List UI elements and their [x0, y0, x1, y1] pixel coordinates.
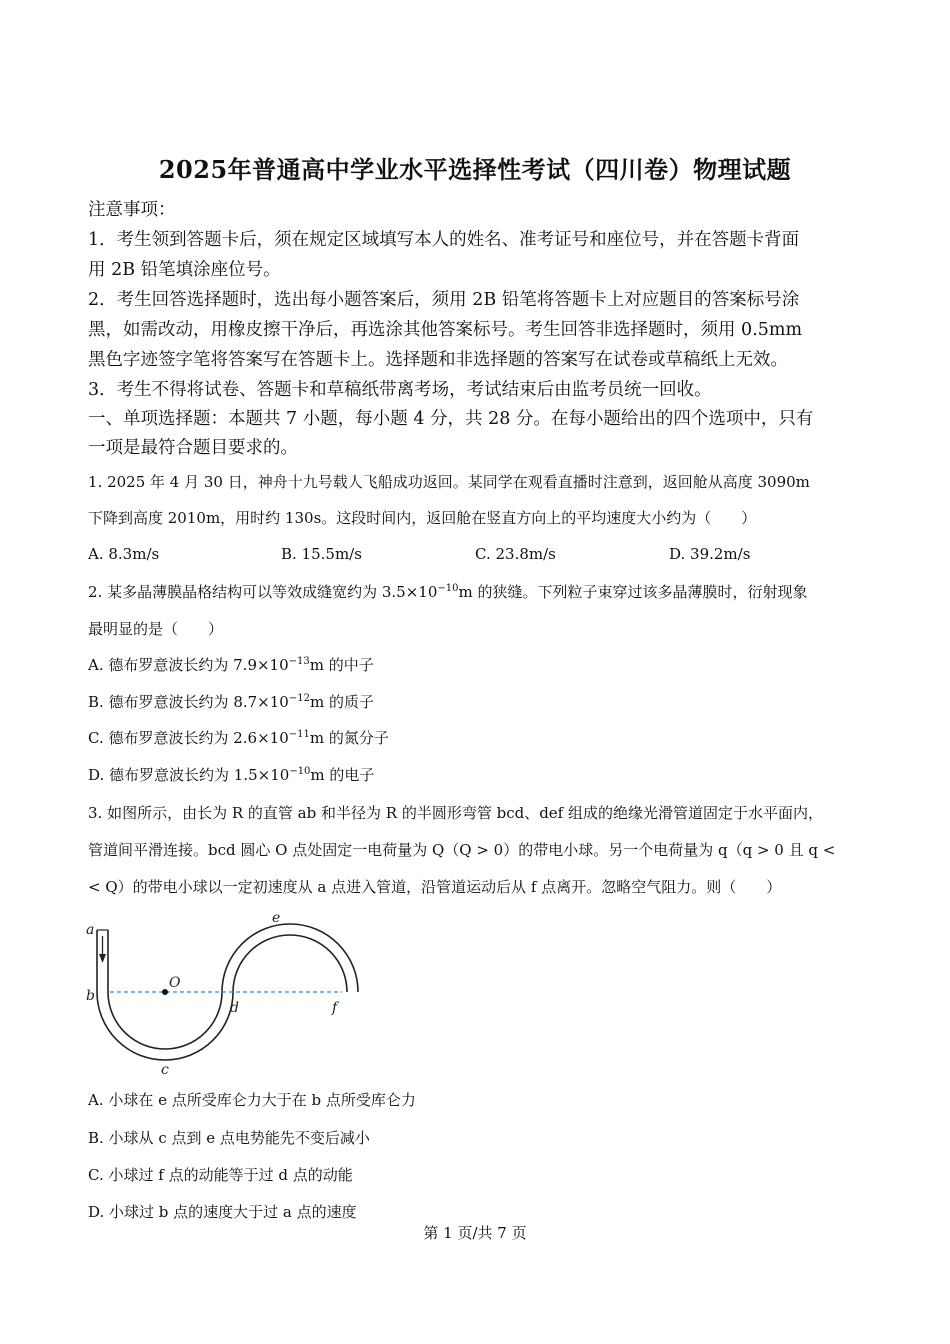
q3-option-a: A. 小球在 e 点所受库仑力大于在 b 点所受库仑力 [88, 1091, 416, 1109]
q3-stem-line-2: 管道间平滑连接。bcd 圆心 O 点处固定一电荷量为 Q（Q > 0）的带电小球。另一个电荷量为 q（q > 0 且 q < [88, 841, 836, 859]
q3-pipe-diagram [80, 908, 370, 1078]
q3-option-c: C. 小球过 f 点的动能等于过 d 点的动能 [88, 1166, 353, 1184]
q2-option-d-unit: m 的电子 [310, 766, 375, 784]
page-footer: 第 1 页/共 7 页 [423, 1224, 527, 1242]
q2-stem-exponent: −10 [437, 583, 459, 594]
q2-option-a [88, 654, 374, 675]
q3-option-d: D. 小球过 b 点的速度大于过 a 点的速度 [88, 1203, 357, 1221]
q1-option-b: B. 15.5m/s [281, 545, 362, 563]
q2-option-c-text: C. 德布罗意波长约为 2.6×10 [88, 729, 289, 747]
q2-stem-line-1 [88, 581, 807, 602]
notice-heading: 注意事项： [88, 200, 176, 220]
q2-option-b-text: B. 德布罗意波长约为 8.7×10 [88, 693, 289, 711]
q1-stem-line-1: 1. 2025 年 4 月 30 日，神舟十九号载人飞船成功返回。某同学在观看直播时注意到，返回舱从高度 3090m [88, 473, 810, 491]
label-e: e [272, 910, 281, 926]
q2-option-a-text: A. 德布罗意波长约为 7.9×10 [88, 656, 289, 674]
q2-option-a-exponent: −13 [288, 656, 310, 667]
notice-item-2-line-1: 2．考生回答选择题时，选出每小题答案后，须用 2B 铅笔将答题卡上对应题目的答案标号涂 [88, 290, 800, 310]
q2-option-d-text: D. 德布罗意波长约为 1.5×10 [88, 766, 290, 784]
tube-def-inner-wall [233, 935, 347, 992]
notice-item-1-line-2: 用 2B 铅笔填涂座位号。 [88, 260, 281, 280]
tube-bcd-outer-wall [97, 992, 233, 1060]
q3-stem-line-1: 3. 如图所示，由长为 R 的直管 ab 和半径为 R 的半圆形弯管 bcd、def 组成的绝缘光滑管道固定于水平面内， [88, 804, 823, 822]
q1-option-d: D. 39.2m/s [669, 545, 751, 563]
q2-stem-line-2: 最明显的是（ ） [88, 620, 224, 638]
label-a: a [86, 922, 95, 938]
q2-option-b-exponent: −12 [288, 693, 310, 704]
q1-stem-line-2: 下降到高度 2010m，用时约 130s。这段时间内，返回舱在竖直方向上的平均速度大小约为（ ） [88, 509, 757, 527]
q2-option-c [88, 727, 389, 748]
q2-option-c-unit: m 的氮分子 [309, 729, 389, 747]
tube-bcd-inner-wall [108, 992, 222, 1049]
point-o-charge [162, 989, 168, 995]
q3-stem-line-3: < Q）的带电小球以一定初速度从 a 点进入管道，沿管道运动后从 f 点离开。忽略空气阻力。则（ ） [88, 878, 782, 896]
notice-item-2-line-2: 黑，如需改动，用橡皮擦干净后，再选涂其他答案标号。考生回答非选择题时，须用 0.5mm [88, 320, 803, 340]
section-heading-line-2: 一项是最符合题目要求的。 [88, 438, 298, 458]
q2-option-d-exponent: −10 [289, 766, 311, 777]
q1-option-c: C. 23.8m/s [475, 545, 556, 563]
q2-stem-text-b: m 的狭缝。下列粒子束穿过该多晶薄膜时，衍射现象 [458, 583, 808, 601]
notice-item-3: 3．考生不得将试卷、答题卡和草稿纸带离考场，考试结束后由监考员统一回收。 [88, 380, 712, 400]
label-c: c [161, 1062, 169, 1078]
section-heading-line-1: 一、单项选择题：本题共 7 小题，每小题 4 分，共 28 分。在每小题给出的四个选项中，只有 [88, 409, 814, 429]
motion-arrow-icon [99, 954, 106, 963]
q2-option-a-unit: m 的中子 [309, 656, 374, 674]
label-o: O [169, 975, 181, 991]
q1-option-a: A. 8.3m/s [88, 545, 160, 563]
q2-option-b-unit: m 的质子 [309, 693, 374, 711]
page-title: 2025年普通高中学业水平选择性考试（四川卷）物理试题 [158, 155, 792, 184]
q3-option-b: B. 小球从 c 点到 e 点电势能先不变后减小 [88, 1129, 370, 1147]
label-f: f [332, 1000, 338, 1016]
label-d: d [230, 1000, 239, 1016]
label-b: b [86, 988, 95, 1004]
notice-item-2-line-3: 黑色字迹签字笔将答案写在答题卡上。选择题和非选择题的答案写在试卷或草稿纸上无效。 [88, 350, 788, 370]
q2-option-b [88, 691, 374, 712]
q2-option-c-exponent: −11 [288, 729, 310, 740]
q2-stem-text-a: 2. 某多晶薄膜晶格结构可以等效成缝宽约为 3.5×10 [88, 583, 438, 601]
notice-item-1-line-1: 1．考生领到答题卡后，须在规定区域填写本人的姓名、准考证号和座位号，并在答题卡背面 [88, 230, 800, 250]
q2-option-d [88, 764, 374, 785]
